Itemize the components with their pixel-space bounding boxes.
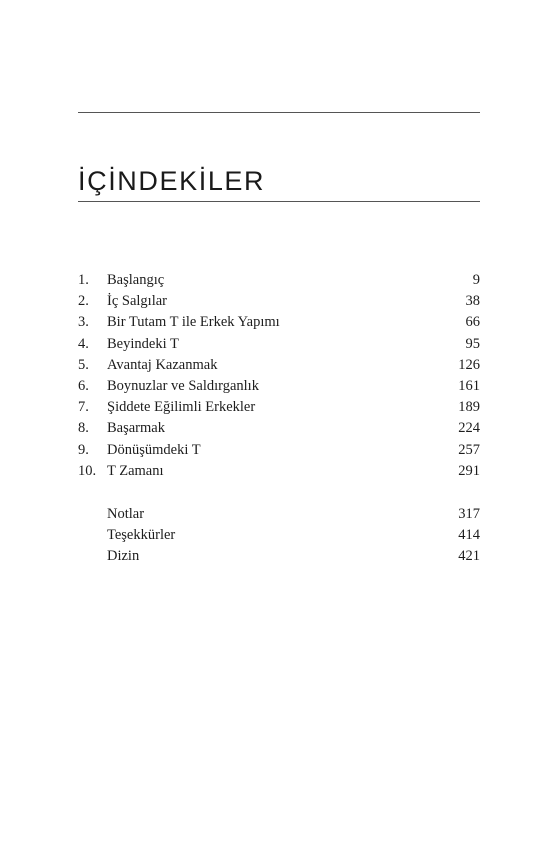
page-number: 38	[465, 293, 480, 310]
title-divider	[78, 201, 480, 202]
toc-entry-chapter-2[interactable]	[78, 291, 480, 312]
chapter-title: Başlangıç	[107, 272, 165, 288]
chapter-title: Başarmak	[107, 420, 165, 437]
page-number: 317	[458, 506, 480, 522]
toc-entry-notes[interactable]	[78, 504, 480, 525]
chapter-title: Şiddete Eğilimli Erkekler	[107, 399, 256, 416]
chapter-number: 4.	[78, 335, 89, 352]
page-number: 95	[465, 335, 480, 352]
toc-entry-index[interactable]	[78, 546, 480, 567]
back-matter-list	[78, 504, 480, 568]
toc-entry-chapter-9[interactable]	[78, 440, 480, 461]
toc-entry-acknowledgements[interactable]	[78, 525, 480, 546]
chapter-number: 5.	[78, 356, 89, 373]
toc-entry-chapter-1[interactable]	[78, 270, 480, 291]
chapter-number: 8.	[78, 420, 89, 437]
page-number: 421	[458, 548, 480, 565]
chapter-number: 9.	[78, 441, 89, 458]
section-title: Teşekkürler	[107, 527, 176, 544]
page-number: 414	[458, 527, 480, 544]
page-number: 257	[458, 441, 480, 458]
chapter-number: 7.	[78, 399, 89, 416]
chapter-title: Bir Tutam T ile Erkek Yapımı	[107, 314, 280, 331]
chapter-number: 10.	[78, 462, 97, 479]
page-number: 189	[458, 399, 480, 416]
chapter-number: 1.	[78, 272, 89, 288]
toc-entry-chapter-8[interactable]	[78, 418, 480, 439]
page-number: 161	[458, 377, 480, 394]
toc-entry-chapter-10[interactable]	[78, 461, 480, 482]
page-number: 291	[458, 462, 480, 479]
toc-entry-chapter-7[interactable]	[78, 397, 480, 418]
toc-entry-chapter-3[interactable]	[78, 312, 480, 333]
toc-title: İÇİNDEKİLER	[78, 166, 266, 196]
chapter-title: İç Salgılar	[107, 293, 167, 310]
page-number: 126	[458, 356, 480, 373]
chapter-title: Dönüşümdeki T	[107, 441, 201, 458]
chapter-number: 6.	[78, 377, 89, 394]
top-divider	[78, 112, 480, 113]
toc-entry-chapter-5[interactable]	[78, 355, 480, 376]
section-title: Notlar	[107, 506, 145, 522]
toc-entry-chapter-6[interactable]	[78, 376, 480, 397]
section-title: Dizin	[107, 548, 140, 565]
page-number: 9	[472, 272, 480, 288]
chapter-title: Avantaj Kazanmak	[107, 356, 218, 373]
chapter-title: Boynuzlar ve Saldırganlık	[107, 377, 259, 394]
toc-entry-chapter-4[interactable]	[78, 334, 480, 355]
chapter-title: Beyindeki T	[107, 335, 179, 352]
chapter-list	[78, 270, 480, 482]
chapter-number: 2.	[78, 293, 89, 310]
chapter-number: 3.	[78, 314, 89, 331]
chapter-title: T Zamanı	[107, 462, 164, 479]
page-number: 66	[465, 314, 480, 331]
page-number: 224	[458, 420, 480, 437]
